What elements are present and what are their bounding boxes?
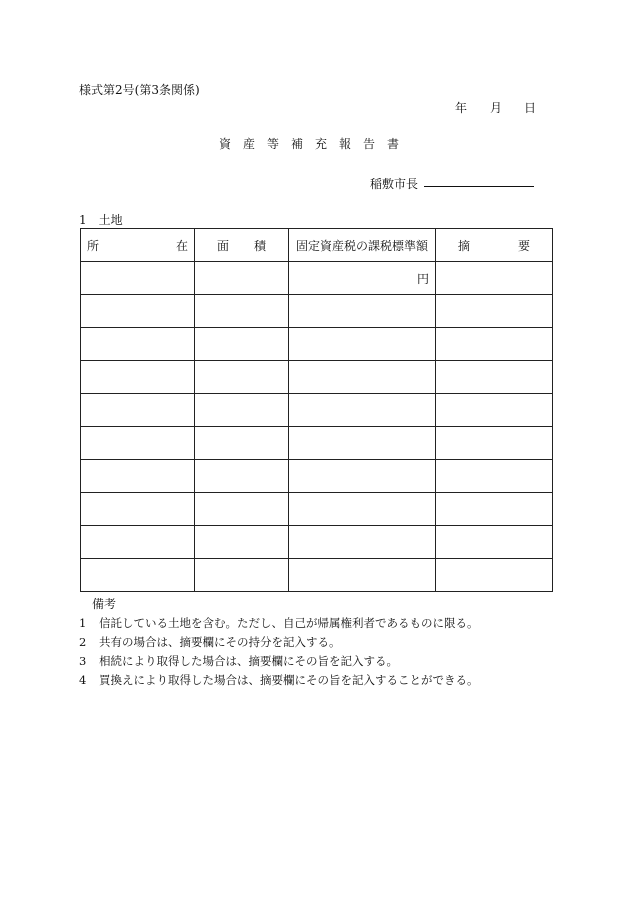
cell-area[interactable] [195,460,289,493]
cell-area[interactable] [195,328,289,361]
cell-assessed-value[interactable]: 円 [289,262,436,295]
table-row [81,262,553,295]
cell-area[interactable] [195,493,289,526]
document-title: 資産等補充報告書 [218,137,411,151]
cell-area[interactable] [195,262,289,295]
cell-location[interactable] [81,295,195,328]
header-remarks: 摘 要 [436,229,553,262]
note-text: 相続により取得した場合は、摘要欄にその旨を記入する。 [99,654,398,668]
notes-title: 備考 [92,597,117,611]
cell-remarks[interactable] [436,295,553,328]
cell-assessed-value[interactable] [289,526,436,559]
table-row [81,394,553,427]
cell-remarks[interactable] [436,493,553,526]
cell-assessed-value[interactable] [289,295,436,328]
cell-remarks[interactable] [436,460,553,493]
cell-assessed-value[interactable] [289,427,436,460]
note-number: 1 [79,616,87,630]
signature-line [424,186,534,187]
cell-remarks[interactable] [436,427,553,460]
cell-assessed-value[interactable] [289,328,436,361]
cell-remarks[interactable] [436,361,553,394]
table-row [81,559,553,592]
note-text: 信託している土地を含む。ただし、自己が帰属権利者であるものに限る。 [99,616,479,630]
note-number: 3 [79,654,87,668]
cell-location[interactable] [81,394,195,427]
cell-location[interactable] [81,361,195,394]
cell-assessed-value[interactable] [289,559,436,592]
cell-location[interactable] [81,460,195,493]
note-item [79,653,398,669]
cell-location[interactable] [81,427,195,460]
note-item [79,672,479,688]
header-location: 所 在 [81,229,195,262]
table-row [81,460,553,493]
table-row [81,361,553,394]
cell-area[interactable] [195,295,289,328]
cell-remarks[interactable] [436,262,553,295]
cell-location[interactable] [81,328,195,361]
header-assessed-value: 固定資産税の課税標準額 [289,229,436,262]
note-text: 買換えにより取得した場合は、摘要欄にその旨を記入することができる。 [99,673,479,687]
note-number: 4 [79,673,87,687]
cell-assessed-value[interactable] [289,394,436,427]
note-number: 2 [79,635,87,649]
date-month-label: 月 [490,101,503,115]
cell-assessed-value[interactable] [289,493,436,526]
cell-assessed-value[interactable] [289,460,436,493]
cell-remarks[interactable] [436,328,553,361]
cell-area[interactable] [195,427,289,460]
cell-remarks[interactable] [436,559,553,592]
cell-area[interactable] [195,559,289,592]
table-row [81,295,553,328]
cell-location[interactable] [81,262,195,295]
table-header-row [81,229,553,262]
date-year-label: 年 [455,101,468,115]
land-table [80,228,553,592]
note-item [79,615,479,631]
table-row [81,328,553,361]
cell-location[interactable] [81,559,195,592]
cell-location[interactable] [81,493,195,526]
cell-area[interactable] [195,394,289,427]
cell-area[interactable] [195,526,289,559]
cell-remarks[interactable] [436,526,553,559]
cell-area[interactable] [195,361,289,394]
addressee: 稲敷市長 [370,177,419,191]
table-row [81,493,553,526]
header-area: 面 積 [195,229,289,262]
cell-assessed-value[interactable] [289,361,436,394]
section-label: 1 土地 [79,213,123,227]
cell-location[interactable] [81,526,195,559]
cell-remarks[interactable] [436,394,553,427]
note-text: 共有の場合は、摘要欄にその持分を記入する。 [99,635,341,649]
table-row [81,427,553,460]
date-day-label: 日 [524,101,537,115]
note-item [79,634,341,650]
table-row [81,526,553,559]
form-number: 様式第2号(第3条関係) [79,83,200,97]
